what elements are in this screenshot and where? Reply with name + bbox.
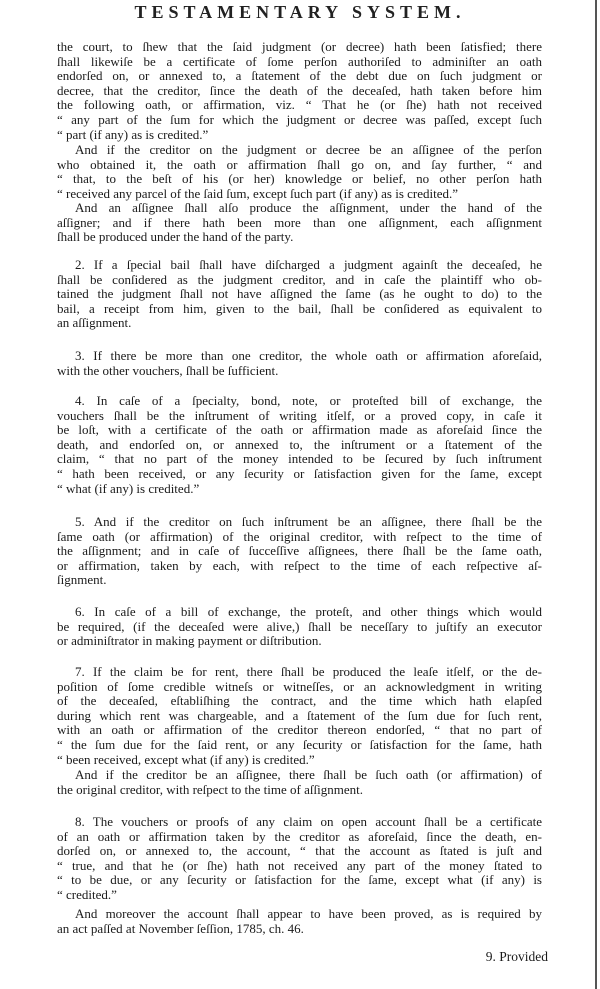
text-line: 5. And if the creditor on ſuch inſtrument be an aſſignee, there ſhall be the (75, 514, 542, 529)
text-line: 8. The vouchers or proofs of any claim on open account ſhall be a certificate (75, 814, 542, 829)
text-line: or affirmation, taken by each, with reſpect to the time of each reſpective aſ- (57, 557, 542, 573)
paragraph (57, 815, 542, 903)
text-line: the aſſignment; and in caſe of ſucceſſive aſſignees, there ſhall be the ſame oath, (57, 543, 542, 559)
text-line: be required, (if the deceaſed were alive,) ſhall be neceſſary to juſtify an executor (57, 618, 542, 634)
text-line: “ the ſum due for the ſaid rent, or any ſecurity or ſatisfaction for the ſame, hath (57, 736, 542, 752)
text-line: the court, to ſhew that the ſaid judgment (or decree) hath been ſatisfied; there (57, 39, 542, 54)
text-line: death, and endorſed on, or annexed to, the inſtrument or a ſtatement of the (57, 436, 542, 452)
text-line: dorſed on, or annexed to, the account, “ that the account as ſtated is juſt and (57, 843, 542, 859)
text-line: “ part (if any) as is credited.” (57, 126, 209, 142)
text-line: 6. In caſe of a bill of exchange, the proteſt, and other things which would (75, 604, 542, 619)
paragraph (57, 258, 542, 331)
text-line: “ credited.” (57, 886, 117, 902)
text-line: vouchers ſhall be the inſtrument of writing itſelf, or a proved copy, in caſe it (57, 407, 542, 423)
text-line: be loſt, with a certificate of the oath or affirmation made as aforeſaid ſince the (57, 422, 542, 438)
text-line: And if the creditor on the judgment or decree be an aſſignee of the perſon (75, 142, 542, 157)
page-edge (595, 0, 597, 989)
text-line: “ to be due, or any ſecurity or ſatisfaction for the ſame, except what (if any) is (57, 872, 542, 888)
text-line: ſame oath (or affirmation) of the original creditor, with reſpect to the time of (57, 528, 542, 544)
text-line: “ what (if any) is credited.” (57, 480, 200, 496)
text-line: ſhall likewiſe be a certificate of ſome perſon authoriſed to adminiſter an oath (57, 53, 542, 69)
catchword: 9. Provided (485, 949, 548, 964)
text-line: during which rent was chargeable, and a ſtatement of the ſum due for ſuch rent, (57, 707, 542, 723)
text-line: with the other vouchers, ſhall be ſufficient. (57, 362, 279, 378)
text-line: ſhall be conſidered as the judgment creditor, and in caſe the plaintiff who ob- (57, 271, 542, 287)
text-line: 7. If the claim be for rent, there ſhall be produced the leaſe itſelf, or the de- (75, 664, 542, 679)
text-line: And moreover the account ſhall appear to have been proved, as is required by (75, 906, 542, 921)
text-line: bail, a receipt from him, given to the bail, ſhall be conſidered as equivalent to (57, 300, 542, 316)
paragraph (57, 768, 542, 797)
text-line: an act paſſed at November ſeſſion, 1785, ch. 46. (57, 920, 304, 936)
text-line: or adminiſtrator in making payment or diſtribution. (57, 633, 322, 649)
text-line: And an aſſignee ſhall alſo produce the aſſignment, under the hand of the (75, 200, 542, 215)
paragraph (57, 143, 542, 201)
text-line: of the deceaſed, eſtabliſhing the contract, and the time which hath elapſed (57, 693, 542, 709)
text-line: the original creditor, with reſpect to the time of aſſignment. (57, 781, 363, 797)
text-line: who obtained it, the oath or affirmation ſhall go on, and ſay further, “ and (57, 156, 542, 172)
text-line: And if the creditor be an aſſignee, there ſhall be ſuch oath (or affirmation) of (75, 767, 542, 782)
text-line: “ any part of the ſum for which the judgment or decree was paſſed, except ſuch (57, 111, 542, 127)
paragraph (57, 605, 542, 649)
paragraph (57, 40, 542, 142)
text-line: poſition of ſome credible witneſs or witneſſes, or an acknowledgment in writing (57, 678, 542, 694)
text-line: “ true, and that he (or ſhe) hath not received any part of the money ſtated to (57, 857, 542, 873)
text-line: 4. In caſe of a ſpecialty, bond, note, or proteſted bill of exchange, the (75, 393, 542, 408)
paragraph (57, 394, 542, 496)
text-line: of an oath or affirmation taken by the creditor as aforeſaid, ſince the death, en- (57, 828, 542, 844)
text-line: “ hath been received, or any ſecurity or ſatisfaction given for the ſame, except (57, 465, 542, 481)
text-line: endorſed on, or annexed to, a ſtatement of the debt due on ſuch judgment or (57, 68, 542, 84)
text-line: the following oath, or affirmation, viz. “ That he (or ſhe) hath not received (57, 97, 542, 113)
running-title: TESTAMENTARY SYSTEM. (134, 2, 466, 22)
text-line: 3. If there be more than one creditor, the whole oath or affirmation aforeſaid, (75, 348, 542, 363)
text-line: ſhall be produced under the hand of the party. (57, 229, 294, 245)
text-line: with an oath or affirmation of the creditor thereon endorſed, “ that no part of (57, 722, 542, 738)
text-line: claim, “ that no part of the money intended to be ſecured by ſuch inſtrument (57, 451, 542, 467)
paragraph (57, 665, 542, 767)
paragraph (57, 515, 542, 588)
text-line: “ that, to the beſt of his (or her) knowledge or belief, no other perſon hath (57, 171, 542, 187)
text-line: decree, that the creditor, ſince the death of the deceaſed, hath taken before him (57, 82, 542, 98)
text-line: tained the judgment ſhall not have aſſigned the ſame (as he ought to do) to the (57, 286, 542, 302)
text-line: an aſſignment. (57, 315, 132, 331)
paragraph (57, 349, 542, 378)
text-line: ſignment. (57, 572, 107, 588)
text-line: 2. If a ſpecial bail ſhall have diſcharged a judgment againſt the deceaſed, he (75, 257, 542, 272)
paragraph (57, 201, 542, 245)
text-line: “ been received, except what (if any) is credited.” (57, 751, 315, 767)
text-line: aſſigner; and if there hath been more than one aſſignment, each aſſignment (57, 214, 542, 230)
paragraph (57, 907, 542, 936)
text-line: “ received any parcel of the ſaid ſum, except ſuch part (if any) as is credited.” (57, 185, 459, 201)
